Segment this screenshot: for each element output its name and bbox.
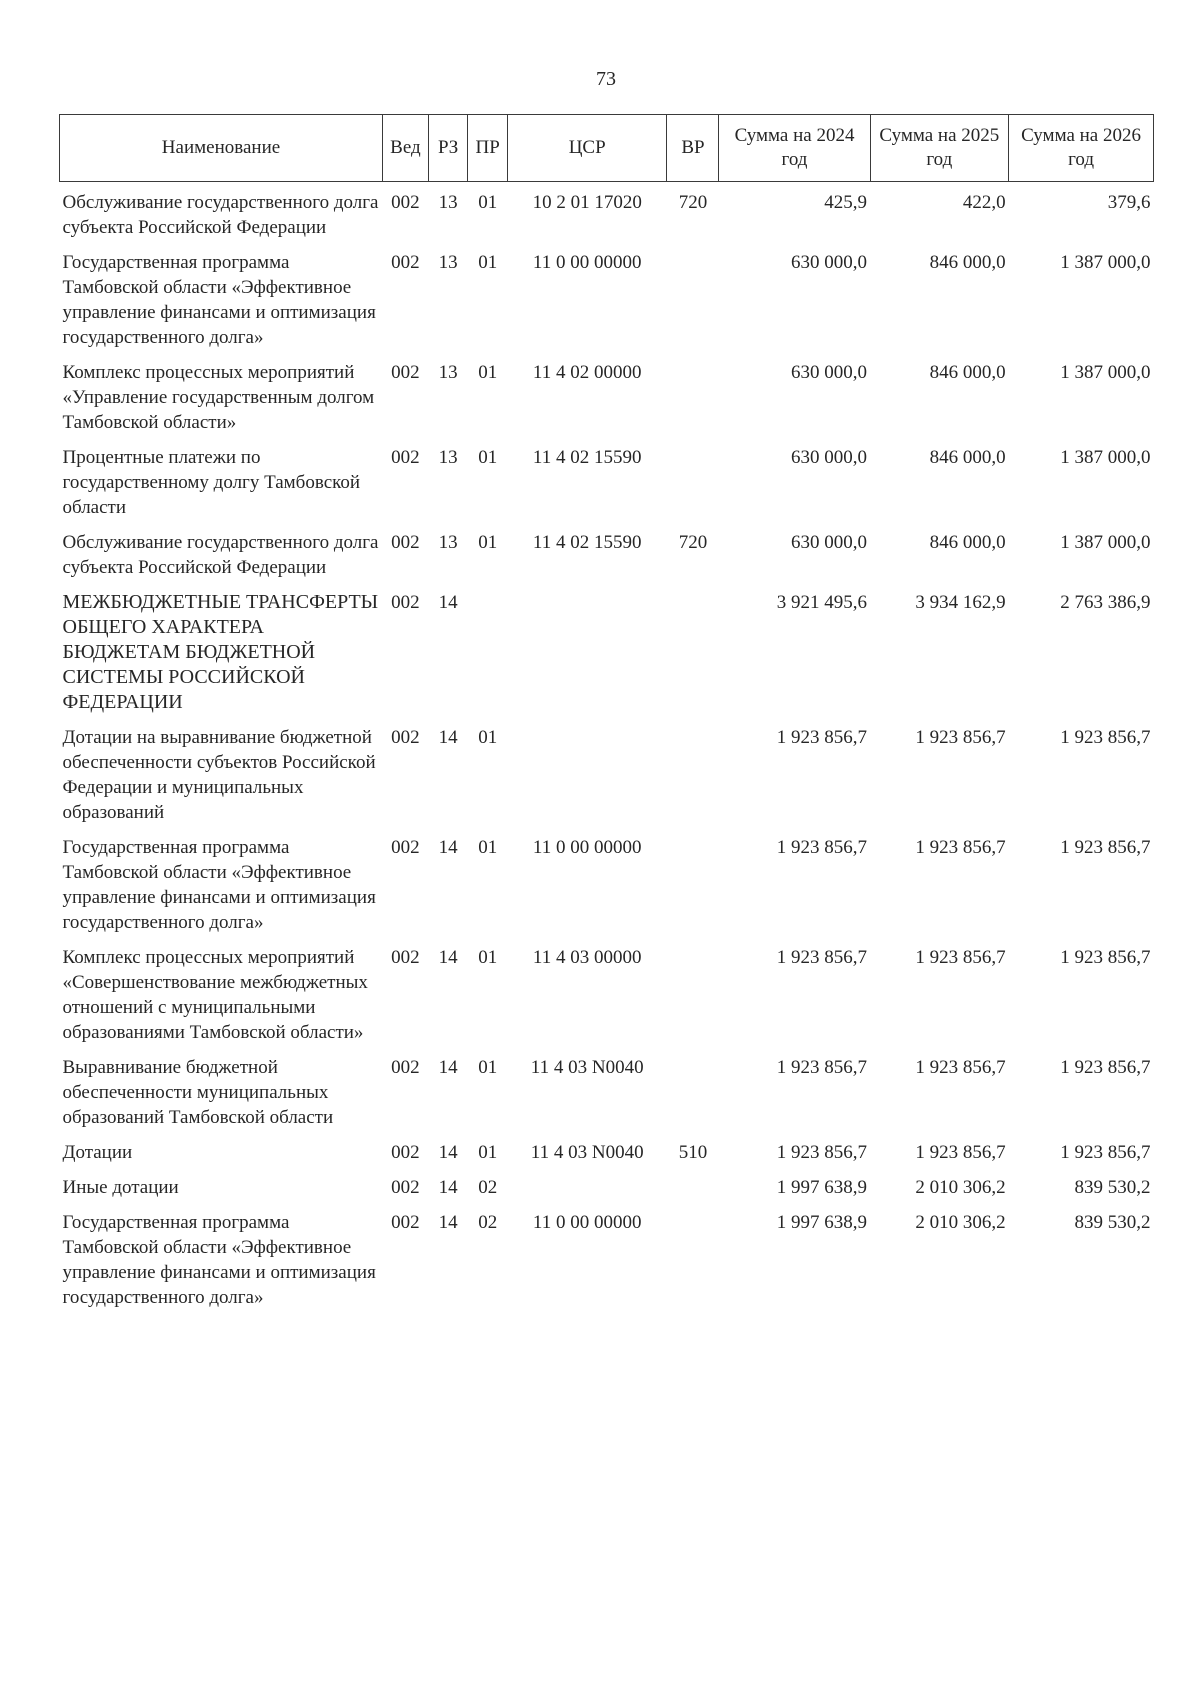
row-sum-2024: 1 997 638,9 bbox=[776, 1177, 868, 1198]
row-sum-2025: 1 923 856,7 bbox=[915, 1057, 1006, 1078]
row-csr: 11 4 03 00000 bbox=[532, 947, 642, 968]
row-rz: 14 bbox=[438, 1177, 458, 1198]
row-vr: 720 bbox=[678, 192, 708, 213]
header-name: Наименование bbox=[60, 115, 383, 182]
row-sum-2024: 630 000,0 bbox=[791, 252, 868, 273]
row-pr: 01 bbox=[478, 192, 498, 213]
header-ved: Вед bbox=[382, 115, 428, 182]
table-row bbox=[60, 945, 1154, 1055]
table-header bbox=[60, 115, 1154, 182]
row-sum-2024: 425,9 bbox=[824, 192, 868, 213]
row-sum-2026: 1 387 000,0 bbox=[1060, 447, 1151, 468]
header-sum-2026: Сумма на 2026 год bbox=[1009, 115, 1154, 182]
row-rz: 14 bbox=[438, 837, 458, 858]
row-rz: 14 bbox=[438, 1212, 458, 1233]
row-vr bbox=[667, 725, 719, 835]
row-csr: 11 4 02 15590 bbox=[532, 532, 642, 553]
row-name: Дотации bbox=[62, 1142, 133, 1163]
row-csr: 11 0 00 00000 bbox=[532, 837, 642, 858]
table-row bbox=[60, 1055, 1154, 1140]
row-pr: 01 bbox=[478, 362, 498, 383]
header-sum-2025: Сумма на 2025 год bbox=[870, 115, 1009, 182]
row-rz: 14 bbox=[438, 1142, 458, 1163]
header-vr: ВР bbox=[667, 115, 719, 182]
row-sum-2026: 839 530,2 bbox=[1074, 1212, 1151, 1233]
row-pr: 01 bbox=[478, 1142, 498, 1163]
row-ved: 002 bbox=[391, 727, 420, 748]
row-sum-2025: 846 000,0 bbox=[929, 532, 1006, 553]
row-pr: 01 bbox=[478, 837, 498, 858]
row-ved: 002 bbox=[391, 532, 420, 553]
row-pr: 01 bbox=[478, 1057, 498, 1078]
table-row bbox=[60, 1175, 1154, 1210]
table-row bbox=[60, 530, 1154, 590]
row-sum-2026: 1 923 856,7 bbox=[1060, 1142, 1151, 1163]
row-pr: 01 bbox=[478, 947, 498, 968]
row-ved: 002 bbox=[391, 592, 420, 613]
row-name: Дотации на выравнивание бюджетной обеспеченности субъектов Российской Федерации и муниципальных образований bbox=[62, 727, 376, 823]
row-sum-2025: 1 923 856,7 bbox=[915, 947, 1006, 968]
row-pr bbox=[468, 590, 508, 725]
row-vr: 720 bbox=[678, 532, 708, 553]
row-sum-2024: 1 923 856,7 bbox=[776, 727, 868, 748]
row-rz: 14 bbox=[438, 1057, 458, 1078]
table-row bbox=[60, 250, 1154, 360]
header-rz: РЗ bbox=[428, 115, 468, 182]
row-csr: 11 4 03 N0040 bbox=[530, 1057, 644, 1078]
row-vr bbox=[667, 445, 719, 530]
row-name: МЕЖБЮДЖЕТНЫЕ ТРАНСФЕРТЫ ОБЩЕГО ХАРАКТЕРА БЮДЖЕТАМ БЮДЖЕТНОЙ СИСТЕМЫ РОССИЙСКОЙ ФЕДЕРАЦИИ bbox=[62, 591, 379, 713]
row-sum-2024: 630 000,0 bbox=[791, 447, 868, 468]
table-row bbox=[60, 1140, 1154, 1175]
row-sum-2024: 1 923 856,7 bbox=[776, 947, 868, 968]
row-pr: 01 bbox=[478, 532, 498, 553]
row-name: Иные дотации bbox=[62, 1177, 179, 1198]
row-ved: 002 bbox=[391, 447, 420, 468]
row-vr bbox=[667, 360, 719, 445]
row-vr bbox=[667, 590, 719, 725]
table-row bbox=[60, 182, 1154, 251]
row-sum-2026: 1 923 856,7 bbox=[1060, 947, 1151, 968]
row-pr: 02 bbox=[478, 1177, 498, 1198]
row-ved: 002 bbox=[391, 192, 420, 213]
row-name: Государственная программа Тамбовской области «Эффективное управление финансами и оптимизация государственного долга» bbox=[62, 837, 376, 933]
page-number: 73 bbox=[596, 68, 616, 90]
row-ved: 002 bbox=[391, 837, 420, 858]
row-name: Государственная программа Тамбовской области «Эффективное управление финансами и оптимизация государственного долга» bbox=[62, 252, 376, 348]
row-csr: 11 4 02 15590 bbox=[532, 447, 642, 468]
table-row bbox=[60, 360, 1154, 445]
row-rz: 13 bbox=[438, 532, 458, 553]
row-name: Государственная программа Тамбовской области «Эффективное управление финансами и оптимизация государственного долга» bbox=[62, 1212, 376, 1308]
row-pr: 01 bbox=[478, 447, 498, 468]
row-name: Обслуживание государственного долга субъекта Российской Федерации bbox=[62, 532, 379, 578]
header-sum-2024: Сумма на 2024 год bbox=[719, 115, 870, 182]
header-pr: ПР bbox=[468, 115, 508, 182]
table-row bbox=[60, 445, 1154, 530]
row-csr: 11 4 03 N0040 bbox=[530, 1142, 644, 1163]
row-sum-2026: 379,6 bbox=[1107, 192, 1151, 213]
row-vr bbox=[667, 250, 719, 360]
row-sum-2025: 1 923 856,7 bbox=[915, 1142, 1006, 1163]
row-ved: 002 bbox=[391, 1142, 420, 1163]
row-vr bbox=[667, 1055, 719, 1140]
row-ved: 002 bbox=[391, 1057, 420, 1078]
row-vr: 510 bbox=[678, 1142, 708, 1163]
row-csr: 11 0 00 00000 bbox=[532, 252, 642, 273]
row-sum-2025: 1 923 856,7 bbox=[915, 837, 1006, 858]
row-rz: 13 bbox=[438, 192, 458, 213]
table-row bbox=[60, 590, 1154, 725]
row-sum-2025: 1 923 856,7 bbox=[915, 727, 1006, 748]
row-pr: 02 bbox=[478, 1212, 498, 1233]
row-sum-2026: 1 923 856,7 bbox=[1060, 727, 1151, 748]
header-csr: ЦСР bbox=[507, 115, 666, 182]
row-ved: 002 bbox=[391, 1212, 420, 1233]
row-name: Обслуживание государственного долга субъекта Российской Федерации bbox=[62, 192, 379, 238]
row-pr: 01 bbox=[478, 252, 498, 273]
row-sum-2025: 2 010 306,2 bbox=[915, 1212, 1006, 1233]
row-sum-2024: 1 923 856,7 bbox=[776, 1142, 868, 1163]
row-rz: 13 bbox=[438, 447, 458, 468]
row-csr: 11 0 00 00000 bbox=[532, 1212, 642, 1233]
row-name: Выравнивание бюджетной обеспеченности муниципальных образований Тамбовской области bbox=[62, 1057, 334, 1128]
table-row bbox=[60, 1210, 1154, 1320]
row-ved: 002 bbox=[391, 947, 420, 968]
row-csr: 10 2 01 17020 bbox=[532, 192, 642, 213]
row-csr bbox=[507, 590, 666, 725]
row-sum-2024: 1 923 856,7 bbox=[776, 837, 868, 858]
row-sum-2026: 1 387 000,0 bbox=[1060, 532, 1151, 553]
row-sum-2025: 846 000,0 bbox=[929, 362, 1006, 383]
row-ved: 002 bbox=[391, 252, 420, 273]
row-vr bbox=[667, 1210, 719, 1320]
row-sum-2026: 1 387 000,0 bbox=[1060, 252, 1151, 273]
row-rz: 14 bbox=[438, 727, 458, 748]
row-name: Комплекс процессных мероприятий «Совершенствование межбюджетных отношений с муниципальными образованиями Тамбовской области» bbox=[62, 947, 368, 1043]
row-sum-2024: 1 923 856,7 bbox=[776, 1057, 868, 1078]
row-csr bbox=[507, 725, 666, 835]
row-sum-2024: 1 997 638,9 bbox=[776, 1212, 868, 1233]
row-rz: 14 bbox=[438, 592, 458, 613]
row-csr: 11 4 02 00000 bbox=[532, 362, 642, 383]
table-body bbox=[60, 182, 1154, 1321]
row-sum-2026: 1 923 856,7 bbox=[1060, 1057, 1151, 1078]
row-name: Процентные платежи по государственному долгу Тамбовской области bbox=[62, 447, 361, 518]
row-vr bbox=[667, 835, 719, 945]
row-sum-2024: 3 921 495,6 bbox=[776, 592, 868, 613]
row-sum-2024: 630 000,0 bbox=[791, 362, 868, 383]
row-csr bbox=[507, 1175, 666, 1210]
row-sum-2025: 846 000,0 bbox=[929, 252, 1006, 273]
row-ved: 002 bbox=[391, 1177, 420, 1198]
row-sum-2026: 839 530,2 bbox=[1074, 1177, 1151, 1198]
row-sum-2026: 2 763 386,9 bbox=[1060, 592, 1151, 613]
row-pr: 01 bbox=[478, 727, 498, 748]
row-vr bbox=[667, 945, 719, 1055]
row-rz: 13 bbox=[438, 362, 458, 383]
row-sum-2026: 1 923 856,7 bbox=[1060, 837, 1151, 858]
row-vr bbox=[667, 1175, 719, 1210]
row-sum-2025: 2 010 306,2 bbox=[915, 1177, 1006, 1198]
row-sum-2026: 1 387 000,0 bbox=[1060, 362, 1151, 383]
row-sum-2025: 422,0 bbox=[962, 192, 1006, 213]
row-sum-2025: 846 000,0 bbox=[929, 447, 1006, 468]
table-row bbox=[60, 835, 1154, 945]
row-name: Комплекс процессных мероприятий «Управление государственным долгом Тамбовской области» bbox=[62, 362, 375, 433]
row-rz: 14 bbox=[438, 947, 458, 968]
row-sum-2025: 3 934 162,9 bbox=[915, 592, 1006, 613]
table-row bbox=[60, 725, 1154, 835]
budget-table bbox=[59, 114, 1154, 1320]
row-rz: 13 bbox=[438, 252, 458, 273]
row-sum-2024: 630 000,0 bbox=[791, 532, 868, 553]
row-ved: 002 bbox=[391, 362, 420, 383]
